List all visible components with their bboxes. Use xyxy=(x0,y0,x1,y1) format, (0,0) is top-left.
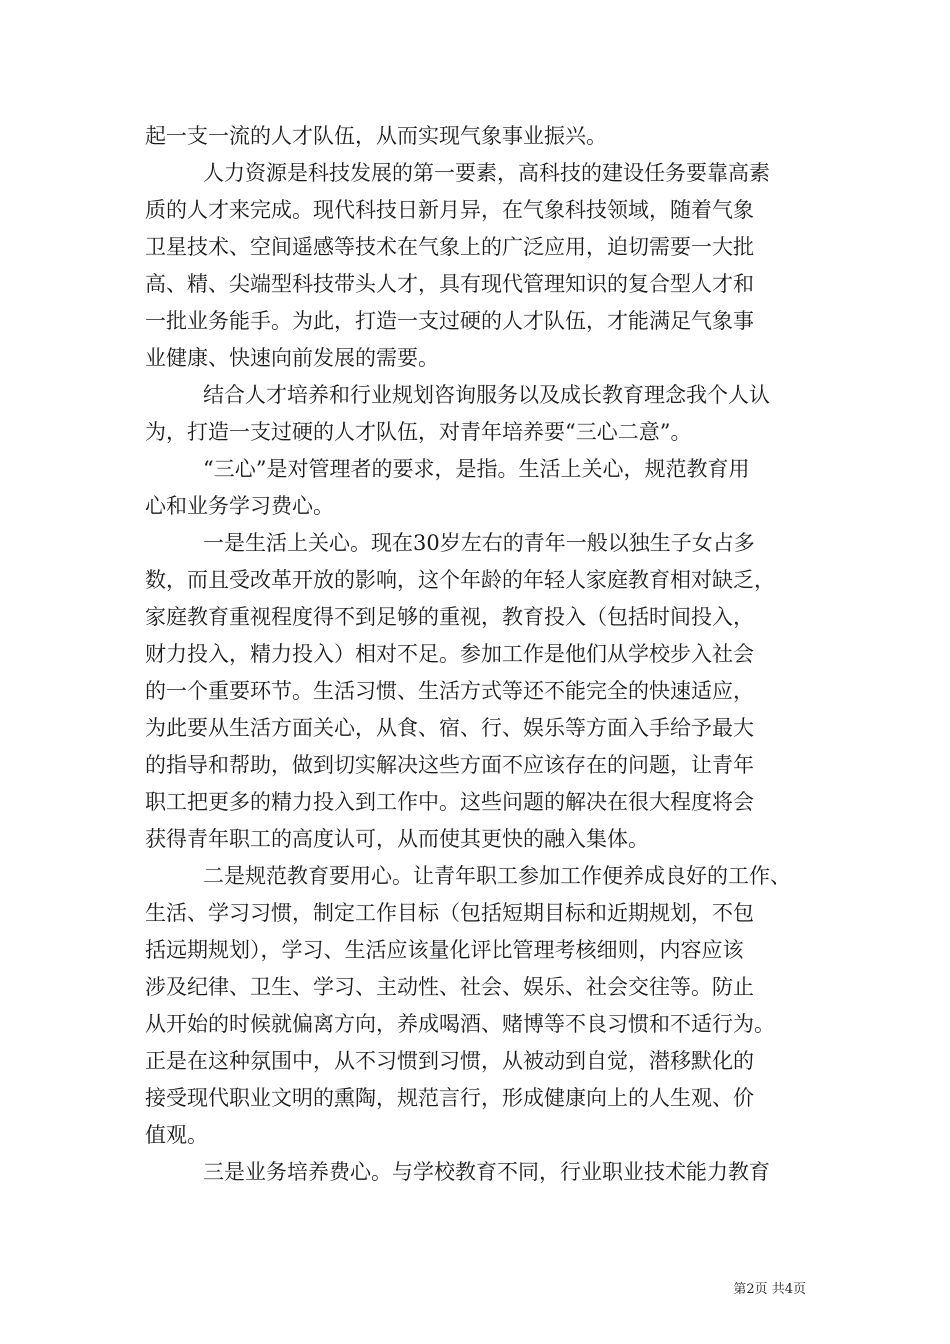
page-number-footer: 第2页 共4页 xyxy=(733,1282,806,1297)
text-line: 为此要从生活方面关心，从食、宿、行、娱乐等方面入手给予最大 xyxy=(145,716,754,740)
text-line: 职工把更多的精力投入到工作中。这些问题的解决在很大程度将会 xyxy=(145,790,754,814)
text-line: 接受现代职业文明的熏陶，规范言行，形成健康向上的人生观、价 xyxy=(145,1086,754,1110)
text-line: 三是业务培养费心。与学校教育不同，行业职业技术能力教育 xyxy=(203,1160,770,1184)
text-line: 财力投入，精力投入）相对不足。参加工作是他们从学校步入社会 xyxy=(145,642,754,666)
text-line: 数，而且受改革开放的影响，这个年龄的年轻人家庭教育相对缺乏， xyxy=(145,568,775,592)
text-line: 值观。 xyxy=(145,1123,208,1147)
text-line: 的一个重要环节。生活习惯、生活方式等还不能完全的快速适应， xyxy=(145,679,754,703)
text-line: 一批业务能手。为此，打造一支过硬的人才队伍，才能满足气象事 xyxy=(145,309,754,333)
text-line: 心和业务学习费心。 xyxy=(145,494,334,518)
text-line: 的指导和帮助，做到切实解决这些方面不应该存在的问题，让青年 xyxy=(145,753,754,777)
text-line: 从开始的时候就偏离方向，养成喝酒、赌博等不良习惯和不适行为。 xyxy=(145,1012,775,1036)
text-line: 括远期规划），学习、生活应该量化评比管理考核细则，内容应该 xyxy=(145,938,744,962)
text-line: 高、精、尖端型科技带头人才，具有现代管理知识的复合型人才和 xyxy=(145,272,754,296)
text-line: 生活、学习习惯，制定工作目标（包括短期目标和近期规划，不包 xyxy=(145,901,754,925)
text-line: 结合人才培养和行业规划咨询服务以及成长教育理念我个人认 xyxy=(203,383,770,407)
text-line: 人力资源是科技发展的第一要素，高科技的建设任务要靠高素 xyxy=(203,161,770,185)
text-line: 家庭教育重视程度得不到足够的重视，教育投入（包括时间投入， xyxy=(145,605,754,629)
text-line: 卫星技术、空间遥感等技术在气象上的广泛应用，迫切需要一大批 xyxy=(145,235,754,259)
text-line: 一是生活上关心。现在30岁左右的青年一般以独生子女占多 xyxy=(203,531,755,555)
text-line: 业健康、快速向前发展的需要。 xyxy=(145,346,439,370)
text-line: 起一支一流的人才队伍，从而实现气象事业振兴。 xyxy=(145,124,607,148)
text-line: 正是在这种氛围中，从不习惯到习惯，从被动到自觉，潜移默化的 xyxy=(145,1049,754,1073)
text-line: “三心”是对管理者的要求，是指。生活上关心，规范教育用 xyxy=(203,457,750,481)
text-line: 质的人才来完成。现代科技日新月异，在气象科技领域，随着气象 xyxy=(145,198,754,222)
text-line: 为，打造一支过硬的人才队伍，对青年培养要“三心二意”。 xyxy=(145,420,692,444)
text-line: 二是规范教育要用心。让青年职工参加工作便养成良好的工作、 xyxy=(203,864,791,888)
text-line: 涉及纪律、卫生、学习、主动性、社会、娱乐、社会交往等。防止 xyxy=(145,975,754,999)
text-line: 获得青年职工的高度认可，从而使其更快的融入集体。 xyxy=(145,827,649,851)
